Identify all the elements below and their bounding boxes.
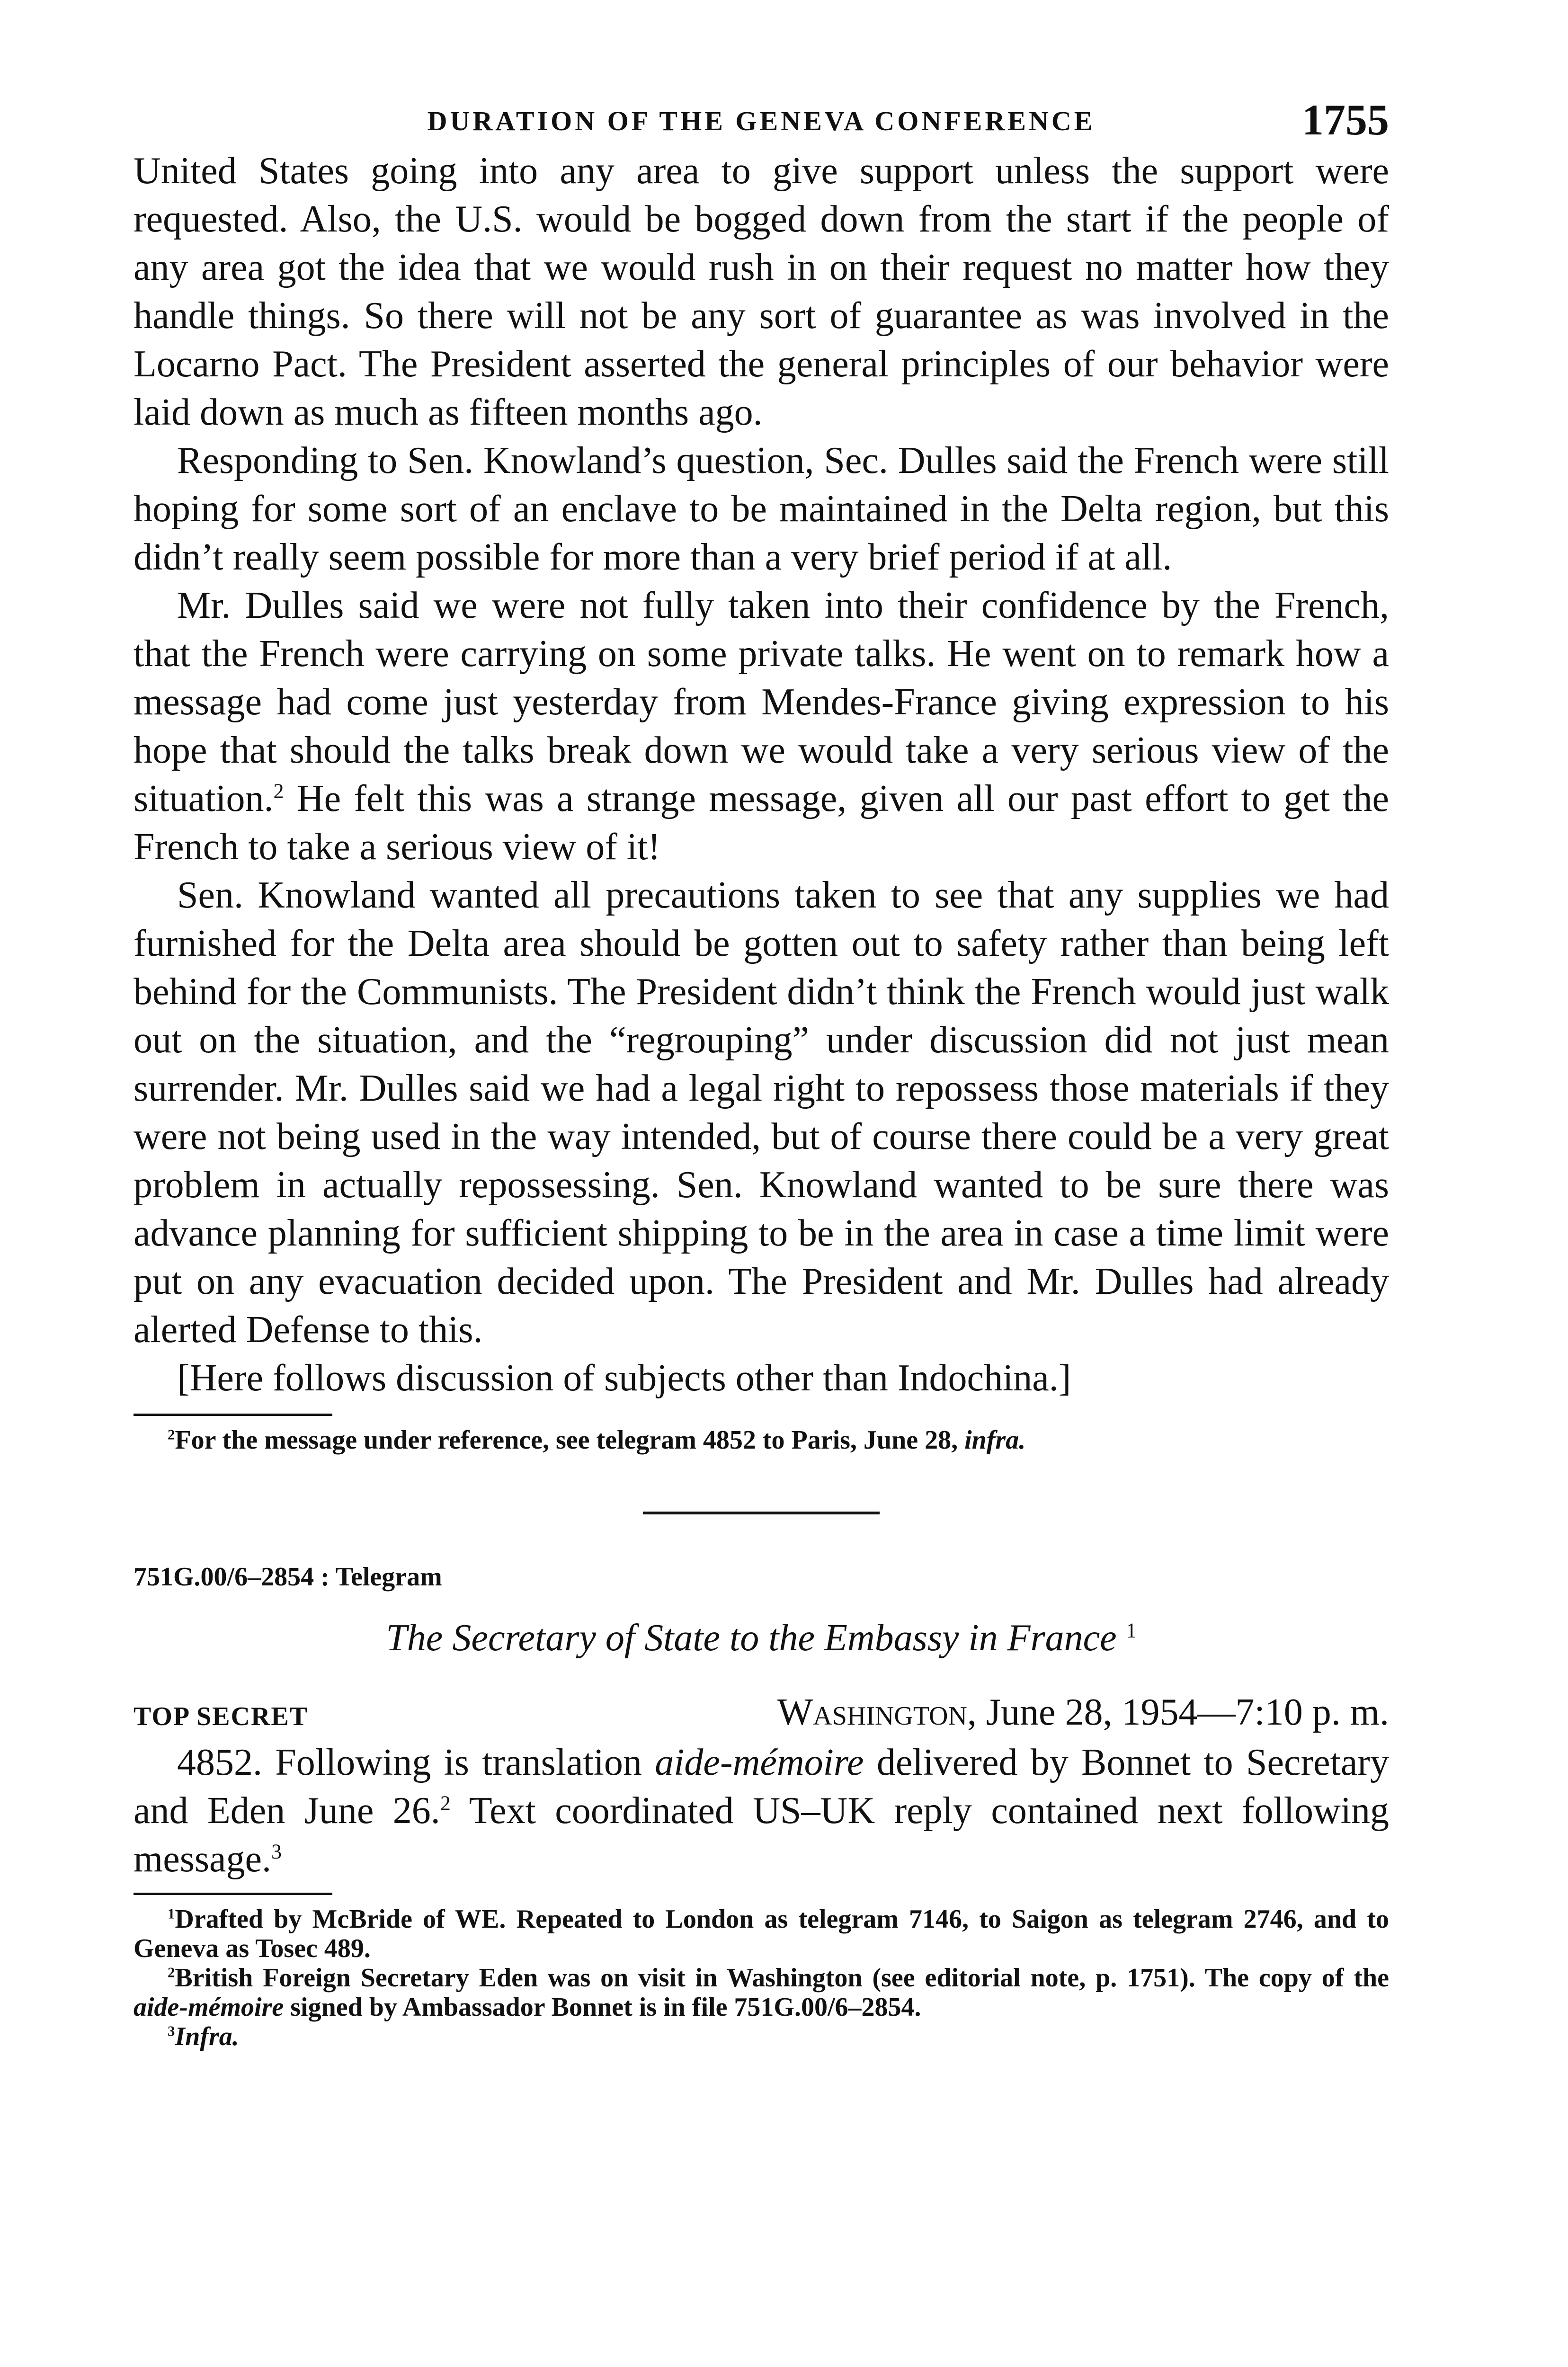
file-reference: 751G.00/6–2854 : Telegram bbox=[134, 1562, 442, 1592]
footnote-number: 3 bbox=[168, 2023, 175, 2039]
document-page bbox=[134, 95, 1389, 2051]
section-divider bbox=[643, 1512, 880, 1514]
document-heading-text: The Secretary of State to the Embassy in France bbox=[386, 1617, 1117, 1659]
footnote-italic: infra. bbox=[964, 1425, 1026, 1455]
telegram-text-a: 4852. Following is translation bbox=[177, 1742, 655, 1783]
paragraph-3-part-b: He felt this was a strange message, given all our past effort to get the French to take a serious view of it! bbox=[134, 778, 1389, 868]
footnote-text: For the message under reference, see telegram 4852 to Paris, June 28, bbox=[175, 1425, 965, 1455]
classification-label: TOP SECRET bbox=[134, 1702, 309, 1731]
paragraph-3-part-a: Mr. Dulles said we were not fully taken into their confidence by the French, that the French were carrying on some private talks. He went on to remark how a message had come just yesterday from Mendes-France giving expression to his hope that should the talks break down we would take a very serious view of the situation. bbox=[134, 585, 1389, 819]
footnote-ref-3: 3 bbox=[271, 1840, 282, 1863]
footnote-ref-2b: 2 bbox=[440, 1791, 451, 1815]
page-number: 1755 bbox=[1302, 96, 1389, 144]
footnote-italic: Infra. bbox=[175, 2022, 239, 2051]
paragraph-3 bbox=[134, 581, 1389, 871]
footnote-divider bbox=[134, 1414, 332, 1416]
telegram-text-b: delivered by Bonnet to Secretary and Eden June 26. bbox=[134, 1742, 1390, 1832]
footnote-divider-bottom bbox=[134, 1893, 332, 1895]
document-heading bbox=[134, 1617, 1389, 1660]
telegram-paragraph bbox=[134, 1738, 1389, 1883]
telegram-body bbox=[134, 1738, 1389, 1883]
paragraph-4: Sen. Knowland wanted all precautions taken to see that any supplies we had furnished for the Delta area should be gotten out to safety rather than being left behind for the Communists. The President didn’t think the French would just walk out on the situation, and the “regrouping” under discussion did not just mean surrender. Mr. Dulles said we had a legal right to repossess those materials if they were not being used in the way intended, but of course there could be a very great problem in actually repossessing. Sen. Knowland wanted to be sure there was advance planning for sufficient shipping to be in the area in case a time limit were put on any evacuation decided upon. The President and Mr. Dulles had already alerted Defense to this. bbox=[134, 874, 1389, 1351]
running-title: DURATION OF THE GENEVA CONFERENCE bbox=[427, 106, 1096, 136]
date-place bbox=[777, 1691, 1389, 1734]
dateline bbox=[134, 1691, 1389, 1738]
footnote-text: Drafted by McBride of WE. Repeated to London as telegram 7146, to Saigon as telegram 2746, and to Geneva as Tosec 489. bbox=[134, 1904, 1389, 1963]
footnote-ref-2: 2 bbox=[273, 779, 284, 803]
heading-footnote-ref: 1 bbox=[1126, 1619, 1137, 1642]
footnote-number: 2 bbox=[168, 1426, 175, 1443]
telegram-italic: aide-mémoire bbox=[655, 1742, 864, 1783]
date: , June 28, 1954—7:10 p. m. bbox=[967, 1691, 1389, 1733]
footnote-text-a: British Foreign Secretary Eden was on visit in Washington (see editorial note, p. 1751). The copy of the bbox=[175, 1963, 1389, 1993]
footnote-text-b: signed by Ambassador Bonnet is in file 751G.00/6–2854. bbox=[284, 1993, 921, 2022]
footnote-number: 1 bbox=[168, 1905, 175, 1922]
paragraph-5: [Here follows discussion of subjects other than Indochina.] bbox=[177, 1357, 1071, 1399]
telegram-text-c: Text coordinated US–UK reply contained next following message. bbox=[134, 1790, 1389, 1880]
footnote-2-bottom bbox=[134, 1963, 1389, 2022]
body-text bbox=[134, 147, 1389, 1402]
footnote-1 bbox=[134, 1904, 1389, 1963]
footnote-2-top bbox=[134, 1425, 1389, 1455]
city: Washington bbox=[777, 1691, 967, 1733]
footnote-3 bbox=[134, 2022, 1389, 2051]
footnote-italic: aide-mémoire bbox=[134, 1993, 284, 2022]
paragraph-1: United States going into any area to give support unless the support were requested. Also, the U.S. would be bogged down from the start if the people of any area got the idea that we would rush in on their request no matter how they handle things. So there will not be any sort of guarantee as was involved in the Locarno Pact. The President asserted the general principles of our behavior were laid down as much as fifteen months ago. bbox=[134, 150, 1389, 433]
running-header bbox=[134, 95, 1389, 147]
paragraph-2: Responding to Sen. Knowland’s question, Sec. Dulles said the French were still hoping for some sort of an enclave to be maintained in the Delta region, but this didn’t really seem possible for more than a very brief period if at all. bbox=[134, 440, 1389, 578]
footnote-number: 2 bbox=[168, 1964, 175, 1981]
